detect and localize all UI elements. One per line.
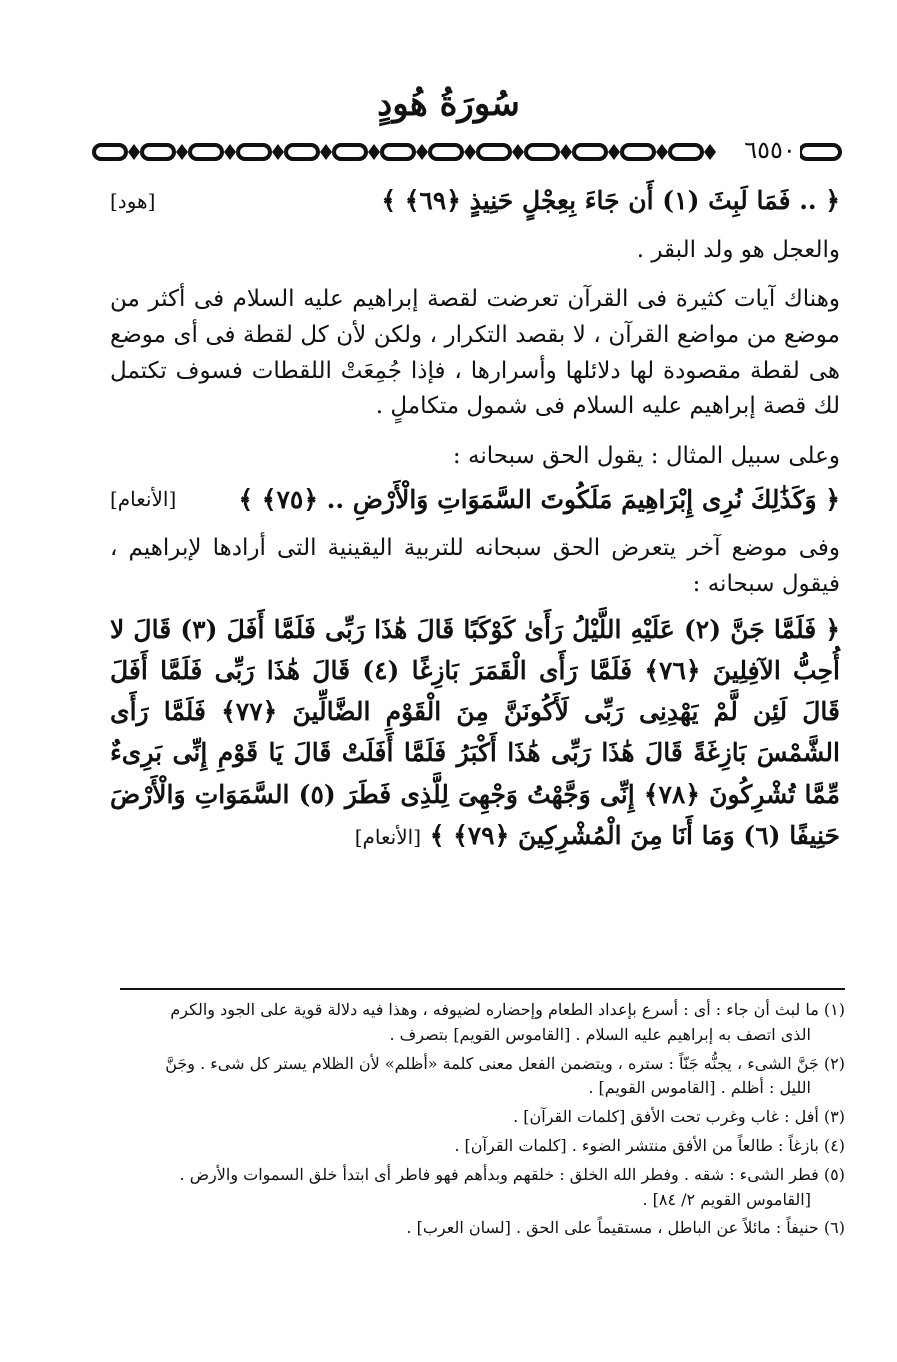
footnote-6: (٦) حنيفاً : مائلاً عن الباطل ، مستقيماً على الحق . [لسان العرب] . <box>406 1218 845 1238</box>
paragraph-example: وعلى سبيل المثال : يقول الحق سبحانه : <box>452 442 840 469</box>
footnote-text-cont: الذى اتصف به إبراهيم عليه السلام . [القاموس القويم] بتصرف . <box>389 1024 811 1044</box>
paragraph-another-place: وفى موضع آخر يتعرض الحق سبحانه للتربية اليقينية التى أرادها لإبراهيم ، فيقول سبحانه : <box>110 535 840 597</box>
verse-reference: [هود] <box>110 188 156 213</box>
footnote-3: (٣) أفل : غاب وغرب تحت الأفق [كلمات القرآن] . <box>513 1107 845 1127</box>
verse-reference: [الأنعام] <box>354 824 422 849</box>
verse-reference: [الأنعام] <box>110 487 177 512</box>
verse-text: ﴿ .. فَمَا لَبِثَ (١) أَن جَاءَ بِعِجْلٍ حَنِيذٍ ﴿٦٩﴾ ﴾ <box>381 186 840 215</box>
page-number: ٦٥٥٠ <box>740 132 800 168</box>
footnote-text: (١) ما لبث أن جاء : أى : أسرع بإعداد الطعام وإحضاره لضيوفه ، وهذا فيه دلالة قوية على الجود والكرم <box>170 1000 845 1019</box>
sura-title: سُورَةُ هُودٍ <box>377 84 520 124</box>
verse-anam-75 <box>110 481 840 520</box>
footnote-text-cont: الليل : أظلم . [القاموس القويم] . <box>588 1078 811 1098</box>
footnote-text-cont: [القاموس القويم ٢/ ٨٤] . <box>642 1189 811 1209</box>
verse-text: ﴿ فَلَمَّا جَنَّ (٢) عَلَيْهِ اللَّيْلُ رَأَىٰ كَوْكَبًا قَالَ هَٰذَا رَبِّى فَلَمَّا أَفَلَ (٣) قَالَ لا أُحِبُّ الآفِلِينَ ﴿٧٦﴾ فَلَمَّا رَأَى الْقَمَرَ بَازِغًا (٤) قَالَ هَٰذَا رَبِّى فَلَمَّا أَفَلَ قَالَ لَئِن لَّمْ يَهْدِنِى رَبِّى لَأَكُونَنَّ مِنَ الْقَوْمِ الضَّالِّينَ ﴿٧٧﴾ فَلَمَّا رَأَى الشَّمْسَ بَازِغَةً قَالَ هَٰذَا رَبِّى هَٰذَا أَكْبَرُ فَلَمَّا أَفَلَتْ قَالَ يَا قَوْمِ إِنِّى بَرِىءٌ مِّمَّا تُشْرِكُونَ ﴿٧٨﴾ إِنِّى وَجَّهْتُ وَجْهِىَ لِلَّذِى فَطَرَ (٥) السَّمَوَاتِ وَالْأَرْضَ حَنِيفًا (٦) وَمَا أَنَا مِنَ الْمُشْرِكِينَ ﴿٧٩﴾ ﴾ <box>110 614 841 850</box>
footnote-divider <box>120 988 845 990</box>
footnote-text: (٥) فطر الشىء : شقه . وفطر الله الخلق : خلقهم وبدأهم فهو فاطر أى ابتدأ خلق السموات والأرض . <box>179 1164 845 1184</box>
main-text <box>110 180 840 856</box>
footnote-1 <box>110 998 845 1048</box>
verse-anam-76-79 <box>110 609 840 857</box>
page-header <box>0 80 897 180</box>
verse-hud-69 <box>110 182 840 221</box>
footnote-5 <box>110 1163 845 1213</box>
footnote-2 <box>110 1052 845 1102</box>
footnotes <box>110 998 845 1245</box>
footnote-text: (٢) جَنَّ الشىء ، يجنُّه جَنّاً : ستره ، ويتضمن الفعل معنى كلمة «أظلم» لأن الظلام يستر كل شىء . وجَنَّ <box>165 1053 845 1073</box>
paragraph-stories: وهناك آيات كثيرة فى القرآن تعرضت لقصة إبراهيم عليه السلام فى أكثر من موضع من مواضع القرآن ، لا بقصد التكرار ، ولكن لأن كل لقطة فى أى موضع هى لقطة مقصودة لها دلائلها وأسرارها ، فإذا جُمِعَتْ اللقطات فسوف تكتمل لك قصة إبراهيم عليه السلام فى شمول متكاملٍ . <box>110 286 840 420</box>
paragraph-calf: والعجل هو ولد البقر . <box>636 236 840 263</box>
verse-text: ﴿ وَكَذَٰلِكَ نُرِى إِبْرَاهِيمَ مَلَكُوتَ السَّمَوَاتِ وَالْأَرْضِ .. ﴿٧٥﴾ ﴾ <box>238 484 840 514</box>
footnote-4: (٤) بازغاً : طالعاً من الأفق منتشر الضوء . [كلمات القرآن] . <box>454 1135 845 1155</box>
ornament-border <box>90 136 850 168</box>
